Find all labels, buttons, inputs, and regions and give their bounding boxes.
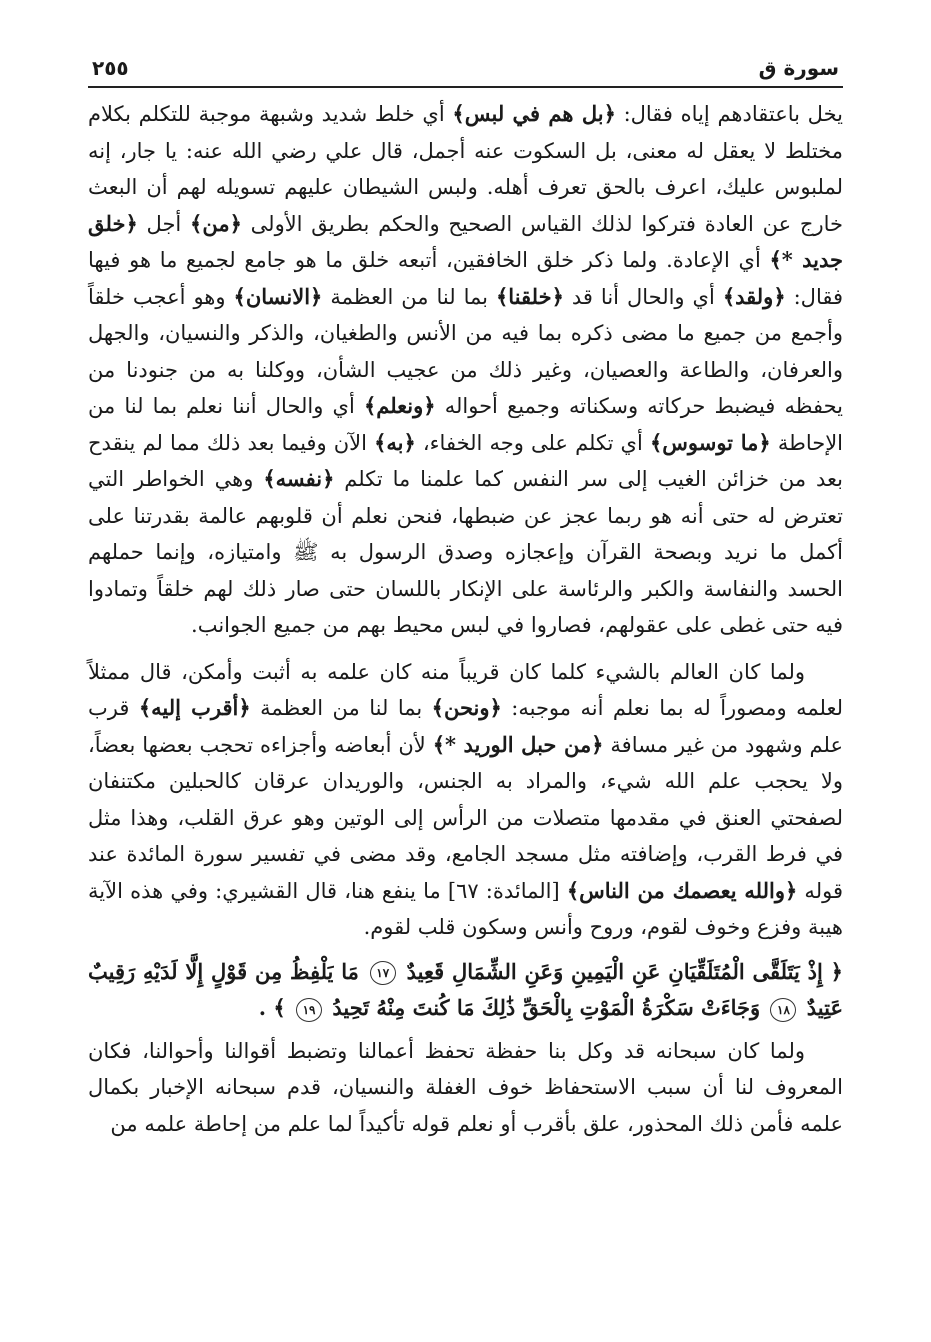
quran-quote: ﴿من﴾ (190, 210, 242, 236)
commentary-text: أي والحال أننا نعلم بما لنا من الإحاطة (88, 394, 844, 455)
page-header (88, 52, 843, 88)
quran-quote: ﴿خلق جديد *﴾ (88, 210, 843, 272)
paragraph-3 (88, 1033, 843, 1143)
quran-quote: ﴿ونحن﴾ (431, 695, 502, 720)
verse-18-number: ١٨ (770, 998, 796, 1022)
verse-closing: ﴾ . (258, 995, 286, 1020)
quran-quote: ﴿الانسان﴾ (233, 283, 323, 309)
paragraph-1 (88, 96, 843, 644)
commentary-text: بما لنا من العظمة (322, 284, 496, 309)
quran-quote: ﴿به﴾ (374, 429, 416, 455)
quran-quote: ﴿بل هم في لبس﴾ (452, 101, 616, 126)
commentary-text: أي الإعادة. ولما ذكر خلق الخافقين، أتبعه خلق ما هو جامع لجميع ما هو فيها فقال: (88, 248, 844, 309)
commentary-text: لأن أبعاضه وأجزاءه تحجب بعضها بعضاً، ولا يحجب علم الله شيء، والمراد به الجنس، والوريدان عرقان كالحبلين مكتنفان لصفحتي العنق في مقدمها متصلات من الرأس إلى الوتين وهو عرق القلب، وهذا مثل في فرط القرب، وإضافته مثل مسجد الجامع، وقد مضى في تفسير سورة المائدة عند قوله (88, 732, 843, 903)
quran-quote: ﴿ما توسوس﴾ (649, 429, 771, 455)
verse-17-number: ١٧ (370, 961, 396, 985)
paragraph-gap (88, 644, 843, 654)
commentary-text: أي تكلم على وجه الخفاء، (415, 430, 650, 455)
quran-verses-block (88, 954, 843, 1027)
verse-17-text: ﴿ إِذْ يَتَلَقَّى الْمُتَلَقِّيَانِ عَنِ الْيَمِينِ وَعَنِ الشِّمَالِ قَعِيدٌ (406, 958, 843, 984)
page-body (88, 96, 843, 1142)
quran-quote: ﴿من حبل الوريد *﴾ (432, 731, 604, 757)
commentary-text: قرب علم وشهود من غير مسافة (88, 696, 843, 757)
page-number: ٢٥٥ (92, 56, 129, 80)
quran-quote: ﴿ولقد﴾ (722, 283, 786, 309)
quran-quote: ﴿خلقنا﴾ (496, 283, 564, 309)
verse-19-text: وَجَاءَتْ سَكْرَةُ الْمَوْتِ بِالْحَقِّ ذَٰلِكَ مَا كُنتَ مِنْهُ تَحِيدُ (332, 995, 761, 1020)
commentary-text: ولما كان سبحانه قد وكل بنا حفظة تحفظ أعمالنا وتضبط أقوالنا وأحوالنا، فكان المعروف لنا أن سبب الاستحفاظ خوف الغفلة والنسيان، قدم سبحانه الإخبار بكمال علمه فأمن ذلك المحذور، علق بأقرب أو نعلم قوله تأكيداً لما علم من إحاطة علمه من (88, 1038, 843, 1136)
commentary-text: [المائدة: ٦٧] ما ينفع هنا، قال القشيري: وفي هذه الآية هيبة وفزع وخوف لقوم، وروح وأنس وسكون قلب لقوم. (88, 878, 843, 939)
commentary-text: أي خلط شديد وشبهة موجبة للتكلم بكلام مختلط لا يعقل له معنى، بل السكوت عنه أجمل، قال علي رضي الله عنه: يا جار، إنه لملبوس عليك، اعرف بالحق تعرف أهله. ولبس الشيطان عليهم تسويله لهم أن البعث خارج عن العادة فتركوا لذلك القياس الصحيح والحكم بطريق الأولى (88, 102, 843, 236)
paragraph-2 (88, 654, 843, 946)
commentary-text: يخل باعتقادهم إياه فقال: (615, 102, 843, 126)
commentary-text: وهو أعجب خلقاً وأجمع من جميع ما مضى ذكره بما فيه من الأنس والطغيان، والذكر والنسيان، والجهل والعرفان، والطاعة والعصيان، وغير ذلك من عجيب الشأن، ووكلنا به من جنودنا من يحفظه فيضبط حركاته وسكناته وجميع أحواله (88, 284, 843, 418)
commentary-text: وهي الخواطر التي تعترض له حتى أنه هو ربما عجز عن ضبطها، فنحن نعلم أن قلوبهم عالمة بقدرتنا على أكمل ما نريد وبصحة القرآن وإعجازه وصدق الرسول به ﷺ وامتيازه، وإنما حملهم الحسد والنفاسة والكبر والرئاسة على الإنكار باللسان حتى صار ذلك لهم خلقاً وتمادوا فيه حتى غطى على عقولهم، فصاروا في لبس محيط بهم من جميع الجوانب. (88, 467, 843, 637)
verse-18-text: مَا يَلْفِظُ مِن قَوْلٍ إِلَّا لَدَيْهِ رَقِيبٌ عَتِيدٌ (88, 958, 843, 1020)
commentary-text: بما لنا من العظمة (250, 696, 432, 720)
quran-quote: ﴿ونعلم﴾ (363, 393, 436, 418)
commentary-text: أي والحال أنا قد (563, 284, 723, 309)
surah-title: سورة ق (758, 56, 839, 80)
quran-quote: ﴿أقرب إليه﴾ (138, 695, 251, 720)
verse-19-number: ١٩ (296, 998, 322, 1022)
quran-quote: ﴿نفسه﴾ (263, 466, 335, 491)
verse-citation: ﴿والله يعصمك من الناس﴾ (566, 877, 798, 903)
commentary-text: ولما كان العالم بالشيء كلما كان قريباً منه كان علمه به أثبت وأمكن، قال ممثلاً لعلمه ومصوراً له بما نعلم أنه موجبه: (88, 659, 843, 720)
commentary-text: أجل (137, 211, 191, 236)
commentary-text: الآن وفيما بعد ذلك مما لم ينقدح بعد من خزائن الغيب إلى سر النفس كما علمنا ما تكلم (88, 430, 844, 491)
